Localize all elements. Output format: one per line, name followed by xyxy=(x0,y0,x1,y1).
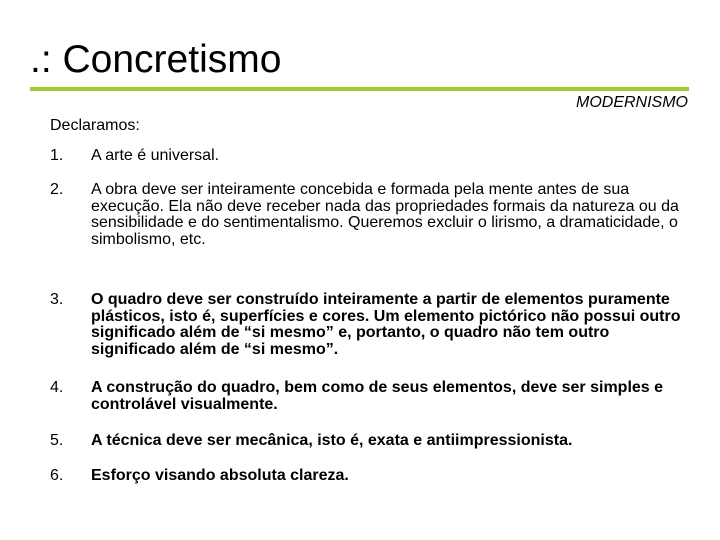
item-text: A obra deve ser inteiramente concebida e formada pela mente antes de sua execução. Ela não deve receber nada das propriedades formais da natureza ou da sensibilidade e do sentimentalismo. Queremos excluir o lirismo, a dramaticidade, o simbolismo, etc. xyxy=(91,181,679,248)
item-number: 4. xyxy=(50,379,64,396)
section-tag: MODERNISMO xyxy=(576,94,688,111)
item-number: 2. xyxy=(50,181,64,198)
item-number: 3. xyxy=(50,291,64,308)
item-number: 6. xyxy=(50,467,64,484)
item-text: A construção do quadro, bem como de seus elementos, deve ser simples e controlável visualmente. xyxy=(91,379,664,413)
item-number: 5. xyxy=(50,432,64,449)
slide-title: .: Concretismo xyxy=(30,38,282,81)
item-text: Esforço visando absoluta clareza. xyxy=(91,467,349,484)
item-text: A técnica deve ser mecânica, isto é, exata e antiimpressionista. xyxy=(91,432,573,449)
title-underline xyxy=(30,87,689,91)
intro-label: Declaramos: xyxy=(50,117,140,134)
item-text: O quadro deve ser construído inteiramente a partir de elementos puramente plásticos, isto é, superfícies e cores. Um elemento pictórico não possui outro significado além de “si mesmo” e, portanto, o quadro não tem outro significado além de “si mesmo”. xyxy=(91,291,681,358)
item-number: 1. xyxy=(50,147,64,164)
item-text: A arte é universal. xyxy=(91,147,220,164)
